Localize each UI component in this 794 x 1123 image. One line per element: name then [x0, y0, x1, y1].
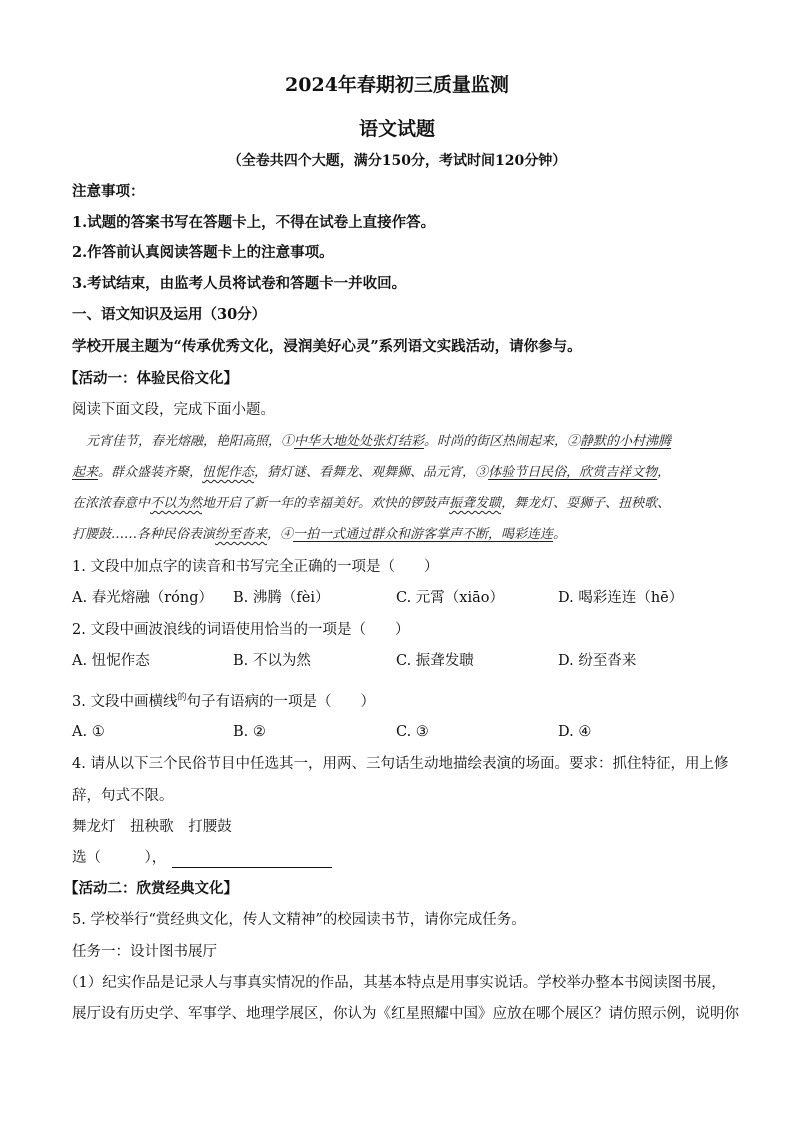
q3-stem-sup: 的 — [177, 693, 187, 703]
passage-text: ， — [657, 465, 671, 480]
q1-option-b[interactable]: B. 沸腾（fèi） — [233, 590, 330, 606]
task1-paragraph-2: 展厅设有历史学、军事学、地理学展区，你认为《红星照耀中国》应放在哪个展区？请仿照示例，说明你 — [72, 1006, 739, 1022]
q2-option-a[interactable]: A. 忸怩作态 — [72, 653, 150, 669]
wavy-word-2: 不以为然 — [150, 496, 203, 511]
question-4-stem-2: 辞，句式不限。 — [72, 788, 174, 804]
q3-stem-part: 句子有语病的一项是（ ） — [186, 693, 375, 710]
q4-choice-1: 舞龙灯 — [72, 819, 116, 835]
passage-text: 。 — [553, 527, 567, 542]
wavy-word-4: 纷至沓来 — [215, 527, 268, 542]
passage-text: ，舞龙灯、耍狮子、扭秧歌、 — [501, 496, 671, 511]
q4-choice-3: 打腰鼓 — [188, 819, 232, 835]
notice-heading: 注意事项： — [72, 183, 145, 200]
q3-stem-part: 3. 文段中画横线 — [72, 693, 178, 710]
notice-item-3: 3.考试结束，由监考人员将试卷和答题卡一并收回。 — [72, 275, 407, 292]
passage-text: ，④ — [267, 527, 294, 542]
section1-heading: 一、语文知识及运用（30分） — [72, 306, 267, 323]
q1-option-d[interactable]: D. 喝彩连连（hē） — [558, 590, 684, 606]
notice-item-2: 2.作答前认真阅读答题卡上的注意事项。 — [72, 244, 334, 261]
q4-answer-line — [72, 848, 724, 868]
notice-item-1: 1.试题的答案书写在答题卡上，不得在试卷上直接作答。 — [72, 214, 436, 231]
task1-paragraph-1: （1）纪实作品是记录人与事真实情况的作品，其基本特点是用事实说话。学校举办整本书阅读图书展， — [64, 975, 726, 991]
question-4-stem-1: 4. 请从以下三个民俗节目中任选其一，用两、三句话生动地描绘表演的场面。要求：抓住特征，用上修 — [72, 756, 729, 772]
q3-option-d[interactable]: D. ④ — [558, 724, 592, 740]
section1-intro: 学校开展主题为“传承优秀文化，浸润美好心灵”系列语文实践活动，请你参与。 — [72, 338, 582, 355]
underlined-sentence-3: 体验节日民俗，欣赏吉祥文物 — [488, 465, 658, 480]
exam-info: （全卷共四个大题，满分150分，考试时间120分钟） — [227, 153, 567, 169]
passage-line-1 — [86, 432, 738, 452]
underlined-sentence-1: 中华大地处处张灯结彩 — [294, 434, 425, 449]
q4-choice-2: 扭秧歌 — [130, 819, 174, 835]
underlined-sentence-2: 静默的小村沸腾 — [580, 434, 672, 449]
question-2-stem: 2. 文段中画波浪线的词语使用恰当的一项是（ ） — [72, 622, 410, 638]
exam-subject: 语文试题 — [358, 118, 435, 140]
activity1-instruction: 阅读下面文段，完成下面小题。 — [72, 402, 275, 418]
question-5-stem: 5. 学校举行“赏经典文化，传人文精神”的校园读书节，请你完成任务。 — [72, 912, 526, 928]
q2-option-c[interactable]: C. 振聋发聩 — [396, 653, 474, 669]
passage-text: 元宵佳节，春光熔融，艳阳高照，① — [86, 434, 295, 449]
q2-option-d[interactable]: D. 纷至沓来 — [558, 653, 637, 669]
wavy-word-1: 忸怩作态 — [202, 465, 255, 480]
q3-option-c[interactable]: C. ③ — [396, 724, 429, 740]
q3-option-b[interactable]: B. ② — [233, 724, 266, 740]
q4-choices — [72, 817, 724, 837]
activity1-heading: 【活动一：体验民俗文化】 — [64, 370, 238, 387]
activity2-heading: 【活动二：欣赏经典文化】 — [64, 880, 238, 897]
q3-option-a[interactable]: A. ① — [72, 724, 105, 740]
q4-answer-blank[interactable] — [172, 853, 332, 868]
exam-title: 2024年春期初三质量监测 — [285, 74, 509, 96]
q1-option-c[interactable]: C. 元霄（xiāo） — [396, 590, 504, 606]
passage-text: 打腰鼓……各种民俗表演 — [72, 527, 216, 542]
wavy-word-3: 振聋发聩 — [449, 496, 502, 511]
underlined-sentence-2-cont: 起来 — [72, 465, 99, 480]
passage-text: 。时尚的街区热闹起来，② — [424, 434, 581, 449]
q2-option-b[interactable]: B. 不以为然 — [233, 653, 311, 669]
question-1-stem: 1. 文段中加点字的读音和书写完全正确的一项是（ ） — [72, 559, 439, 575]
q4-answer-prefix: 选（ ）， — [72, 850, 167, 866]
passage-text: 。群众盛装齐聚， — [98, 465, 203, 480]
passage-line-3 — [72, 494, 724, 514]
task1-heading: 任务一：设计图书展厅 — [72, 944, 217, 960]
passage-text: 地开启了新一年的幸福美好。欢快的锣鼓声 — [202, 496, 450, 511]
q1-option-a[interactable]: A. 春光熔融（róng） — [72, 590, 213, 606]
underlined-sentence-4: 一拍一式通过群众和游客掌声不断，喝彩连连 — [293, 527, 554, 542]
question-3-stem — [72, 688, 724, 712]
passage-line-4 — [72, 525, 724, 545]
passage-text: ，猜灯谜、看舞龙、观舞狮、品元宵，③ — [254, 465, 489, 480]
passage-line-2 — [72, 463, 724, 483]
passage-text: 在浓浓春意中 — [72, 496, 151, 511]
